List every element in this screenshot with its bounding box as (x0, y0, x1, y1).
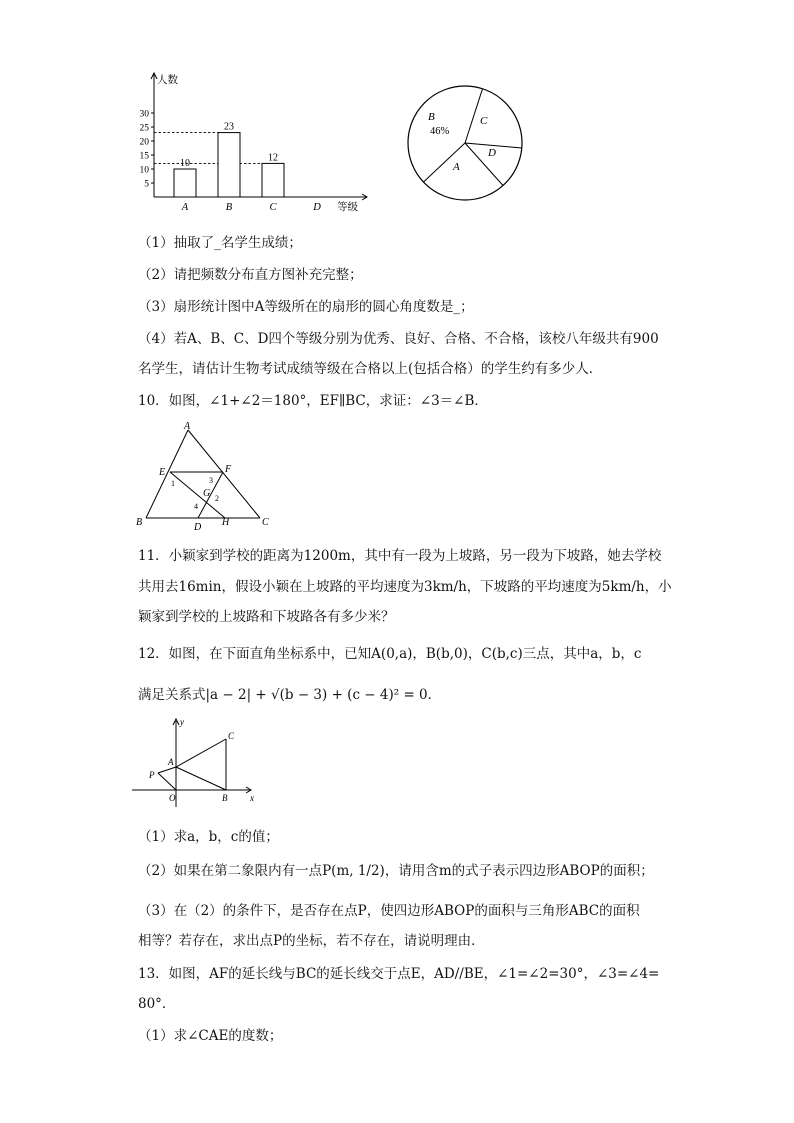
fig10-label-f: F (225, 464, 232, 475)
fig10-label-c: C (262, 517, 269, 528)
q9-part-4-line-2: 名学生，请估计生物考试成绩等级在合格以上(包括合格）的学生约有多少人． (138, 361, 603, 377)
y-tick-label: 5 (144, 179, 149, 190)
fig10-label-3: 3 (209, 476, 213, 485)
fig10-label-1: 1 (171, 479, 175, 488)
fig12-label-p: P (149, 770, 155, 780)
y-tick-label: 15 (139, 151, 149, 162)
q11-line-2: 共用去16min，假设小颖在上坡路的平均速度为3km/h，下坡路的平均速度为5km/h，小 (138, 579, 672, 595)
fig10-label-a: A (184, 421, 191, 432)
y-tick-label: 10 (139, 165, 149, 176)
bar-c (262, 163, 284, 197)
y-tick-label: 25 (139, 123, 149, 134)
x-tick-label-d: D (313, 202, 321, 213)
bar-value-label: 23 (224, 121, 234, 133)
q12-part-3-line-2: 相等？若存在，求出点P的坐标，若不存在，请说明理由． (138, 933, 485, 949)
q12-line-1: 12．如图，在下面直角坐标系中，已知A(0,a)，B(b,0)，C(b,c)三点，其中a，b，c (138, 646, 642, 662)
x-tick-label-b: B (225, 202, 233, 213)
q12-figure (128, 715, 263, 810)
y-axis-title: 人数 (157, 75, 178, 86)
fig10-label-h: H (222, 517, 230, 528)
fig12-label-y: y (180, 717, 184, 727)
pie-label-a: A (453, 161, 460, 173)
fig12-label-o: O (169, 793, 176, 803)
y-tick-label: 30 (139, 109, 149, 120)
q10-figure (128, 420, 278, 532)
q12-part-2: （2）如果在第二象限内有一点P(m, 1/2)，请用含m的式子表示四边形ABOP的面积； (138, 863, 654, 879)
pie-divider (465, 143, 503, 186)
fig10-label-d: D (194, 522, 202, 532)
pie-label-b: B (428, 111, 435, 123)
fig10-label-2: 2 (215, 494, 219, 503)
fig10-label-g: G (203, 488, 211, 499)
fig12-label-b: B (222, 793, 228, 803)
fig10-label-e: E (159, 467, 166, 478)
bar-chart (118, 70, 378, 220)
q12-line-2: 满足关系式|a − 2| + √(b − 3) + (c − 4)² = 0． (138, 687, 442, 703)
bar-value-label: 12 (268, 152, 278, 164)
x-tick-label-a: A (181, 202, 189, 213)
q13-line-1: 13．如图，AF的延长线与BC的延长线交于点E，AD//BE，∠1=∠2=30°，∠3=∠4= (138, 966, 660, 982)
y-tick-label: 20 (139, 137, 149, 148)
q11-line-1: 11．小颖家到学校的距离为1200m，其中有一段为上坡路，另一段为下坡路，她去学校 (138, 548, 662, 564)
pie-label-d: D (488, 147, 496, 159)
fig10-label-4: 4 (194, 502, 198, 511)
q11-line-3: 颖家到学校的上坡路和下坡路各有多少米？ (138, 609, 395, 625)
pie-label-c: C (480, 115, 488, 127)
x-tick-label-c: C (269, 202, 277, 213)
bar-b (218, 133, 240, 197)
pie-label-b-percent: 46% (430, 126, 450, 137)
fig10-label-b: B (136, 517, 143, 528)
q10-text: 10．如图，∠1+∠2＝180°，EF∥BC，求证：∠3＝∠B． (138, 393, 488, 409)
q13-line-2: 80°． (138, 996, 176, 1012)
fig12-label-a: A (168, 757, 174, 767)
q12-part-3-line-1: （3）在（2）的条件下，是否存在点P，使四边形ABOP的面积与三角形ABC的面积 (138, 903, 640, 919)
q13-part-1: （1）求∠CAE的度数； (138, 1028, 283, 1044)
q9-part-4-line-1: （4）若A、B、C、D四个等级分别为优秀、良好、合格、不合格，该校八年级共有900 (138, 331, 659, 347)
bar-a (174, 169, 196, 197)
q9-part-2: （2）请把频数分布直方图补充完整； (138, 267, 363, 283)
q9-part-1: （1）抽取了_名学生成绩； (138, 235, 302, 251)
q9-part-3: （3）扇形统计图中A等级所在的扇形的圆心角度数是_； (138, 299, 474, 315)
q12-part-1: （1）求a，b，c的值； (138, 829, 279, 845)
bar-value-label: 10 (180, 158, 190, 169)
x-axis-title: 等级 (337, 202, 358, 213)
fig12-label-c: C (228, 731, 235, 741)
pie-chart (400, 78, 530, 208)
fig12-label-x: x (250, 793, 254, 803)
